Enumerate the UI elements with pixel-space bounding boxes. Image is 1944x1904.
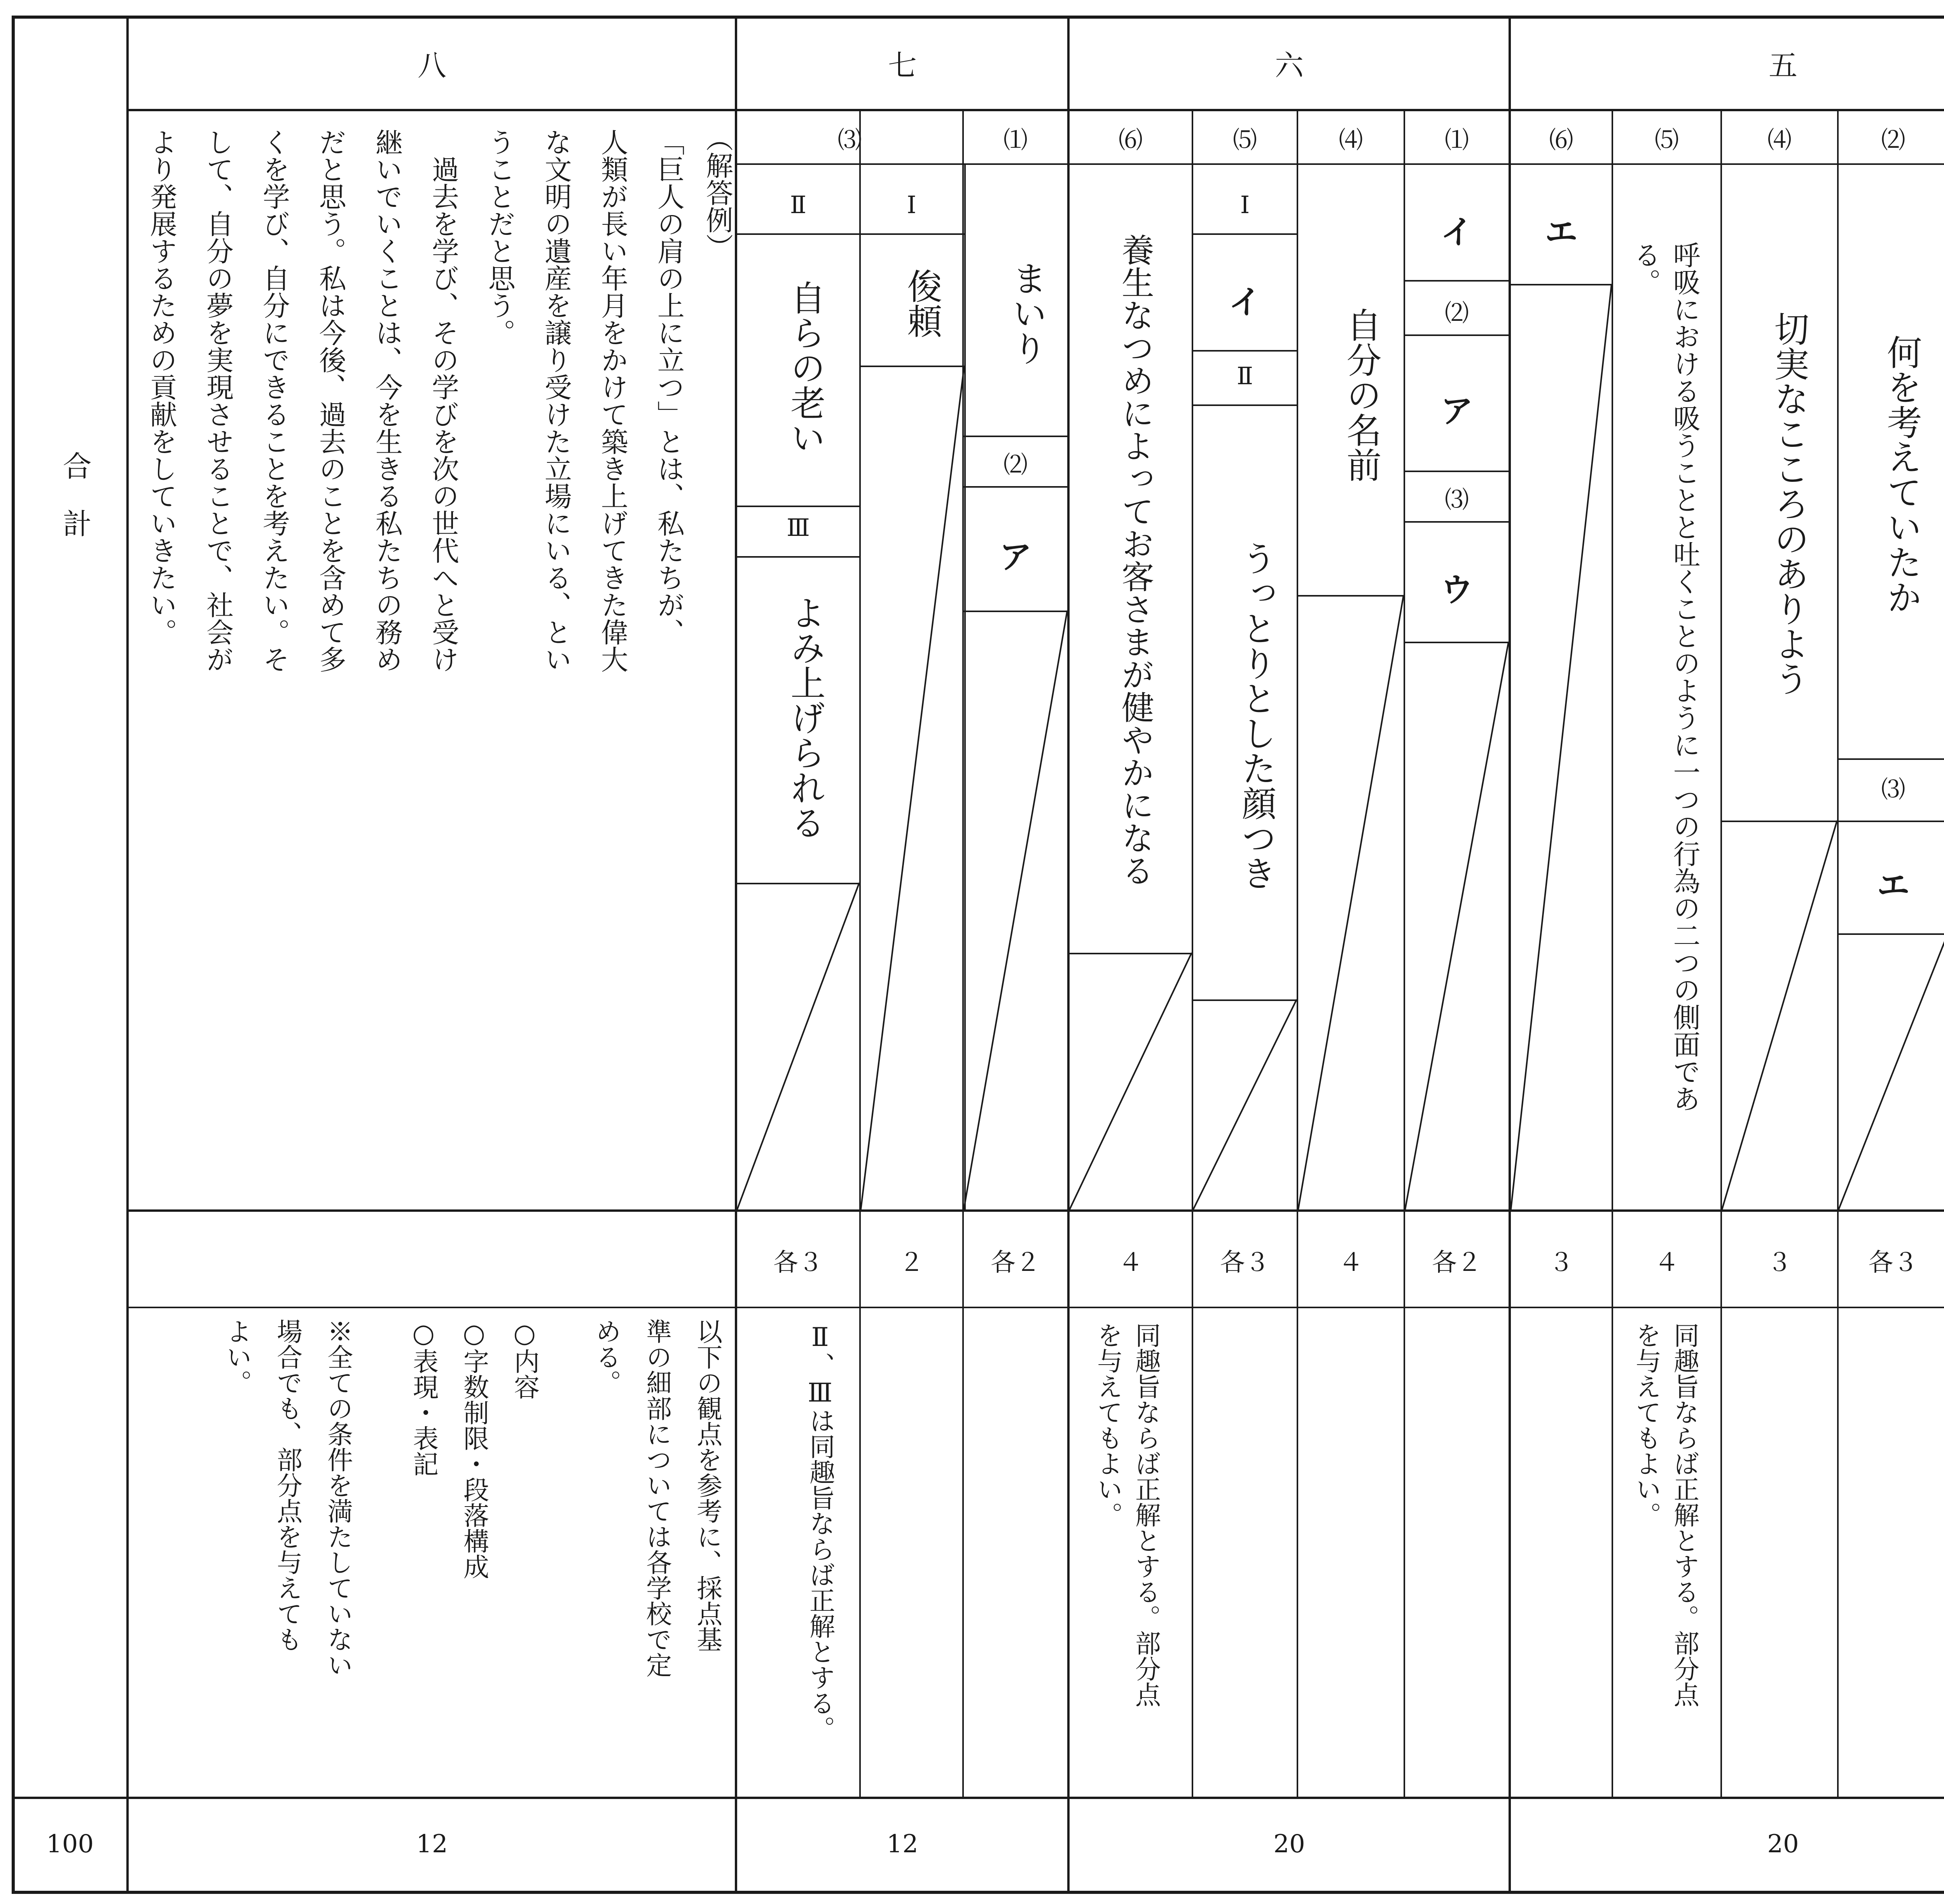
s8-essay-8: くを学び、自分にできることを考えたい。そ xyxy=(258,128,290,673)
s8-note-3: める。 xyxy=(591,1318,621,1395)
s8-note-2: 準の細部については各学校で定 xyxy=(642,1318,672,1678)
section-7-total: 12 xyxy=(886,1830,918,1858)
s7-answer-I: 俊頼 xyxy=(901,268,942,338)
s7-c3-points-II: 各３ xyxy=(773,1248,823,1277)
grand-total-label: 合 計 xyxy=(58,451,92,537)
hline xyxy=(1193,233,1297,235)
s7-c1-points: 各２ xyxy=(991,1248,1040,1277)
s5-c5-points: ４ xyxy=(1654,1248,1679,1277)
hline xyxy=(1405,280,1509,282)
s8-note-6: ○表現・表記 xyxy=(408,1318,439,1477)
s6-c1-diagonal xyxy=(1405,642,1509,1209)
grand-total-value: 100 xyxy=(46,1830,94,1858)
s6-sub-5: ⑸ xyxy=(1232,126,1257,154)
s8-essay-2: 人類が長い年月をかけて築き上げてきた偉大 xyxy=(596,128,629,673)
hline xyxy=(861,233,964,235)
section-8-header: 八 xyxy=(418,49,446,82)
s7-c3-I-diagonal xyxy=(861,366,964,1209)
s5-answer-5: 呼吸における吸うことと吐くことのように一つの行為の二つの側面である。 xyxy=(1629,241,1701,1112)
hline xyxy=(1193,350,1297,352)
s7-sub-2: ⑵ xyxy=(1003,450,1028,479)
s5-sub-5: ⑸ xyxy=(1654,126,1679,154)
s5-c6-diagonal xyxy=(1511,284,1612,1209)
s5-sub-3: ⑶ xyxy=(1881,775,1906,803)
s7-answer-2: ア xyxy=(999,538,1032,576)
s8-essay-6: 継いでいくことは、今を生きる私たちの務め xyxy=(371,128,403,673)
s7-answer-1: まいり xyxy=(1006,261,1047,366)
row-line-points xyxy=(128,1307,1944,1308)
hline xyxy=(1839,163,1944,165)
hline xyxy=(1613,163,1720,165)
hline xyxy=(1722,163,1837,165)
row-line-answer xyxy=(128,1209,1944,1212)
section-5-total: 20 xyxy=(1767,1830,1799,1858)
s6-answer-2: ア xyxy=(1440,392,1473,430)
hline xyxy=(1405,163,1509,165)
hline xyxy=(1839,821,1944,822)
s6-answer-3: ウ xyxy=(1440,571,1473,609)
s6-answer-1: イ xyxy=(1440,213,1473,251)
s8-essay-10: より発展するための貢献をしていきたい。 xyxy=(145,128,178,646)
s7-c1-diagonal xyxy=(964,611,1067,1209)
s5-answer-6: エ xyxy=(1545,213,1578,251)
s7-item-I: Ⅰ xyxy=(907,191,916,219)
s5-sub-4: ⑷ xyxy=(1767,126,1792,154)
hline xyxy=(737,506,859,507)
s6-answer-I: イ xyxy=(1228,283,1261,321)
s6-sub-1: ⑴ xyxy=(1444,126,1469,154)
hline xyxy=(964,436,1067,437)
s8-essay-5: 過去を学び、その学びを次の世代へと受け xyxy=(427,128,460,673)
s5-answer-4: 切実なこころのありよう xyxy=(1768,311,1809,696)
s5-c4-points: ３ xyxy=(1767,1248,1792,1277)
section-8-total: 12 xyxy=(416,1830,448,1858)
sub-line xyxy=(1612,109,1613,1797)
s6-c4-diagonal xyxy=(1298,595,1404,1209)
s6-answer-6: 養生なつめによってお客さまが健やかになる xyxy=(1116,233,1155,887)
hline xyxy=(1405,471,1509,472)
s5-sub-2: ⑵ xyxy=(1881,126,1906,154)
s7-answer-II: 自らの老い xyxy=(784,280,825,455)
row-line-notes xyxy=(12,1797,1944,1799)
hline xyxy=(737,556,859,558)
row-line-header xyxy=(128,109,1944,111)
s6-c6-diagonal xyxy=(1070,953,1192,1209)
hline-7-3 xyxy=(735,163,964,165)
hline xyxy=(964,163,1067,165)
s5-c4-diagonal xyxy=(1722,821,1837,1209)
s5-c2-points: 各３ xyxy=(1868,1248,1918,1277)
hline xyxy=(1193,163,1297,165)
s5-answer-3: エ xyxy=(1877,866,1910,905)
s6-sub-3: ⑶ xyxy=(1444,485,1469,514)
col-line-total xyxy=(126,16,129,1894)
s8-essay-1: 「巨人の肩の上に立つ」とは、私たちが、 xyxy=(653,128,685,646)
section-6-header: 六 xyxy=(1275,49,1304,82)
s7-note: Ⅱ、Ⅲは同趣旨ならば正解とする。 xyxy=(805,1322,835,1741)
s5-note: 同趣旨ならば正解とする。部分点を与えてもよい。 xyxy=(1631,1322,1699,1707)
hline xyxy=(1511,163,1612,165)
s8-essay-9: して、自分の夢を実現させることで、社会が xyxy=(202,128,234,673)
section-5-header: 五 xyxy=(1769,49,1797,82)
s6-item-I: Ⅰ xyxy=(1240,191,1250,219)
s6-sub-2: ⑵ xyxy=(1444,299,1469,327)
s5-c6-points: ３ xyxy=(1549,1248,1574,1277)
s6-c5-points: 各３ xyxy=(1220,1248,1270,1277)
s7-c3-II-diagonal xyxy=(737,883,859,1209)
s8-example-label: （解答例） xyxy=(701,124,734,261)
s8-note-1: 以下の観点を参考に、採点基 xyxy=(692,1318,722,1652)
s6-answer-4: 自分の名前 xyxy=(1340,307,1381,482)
s7-item-II: Ⅱ xyxy=(790,191,807,219)
s6-item-II: Ⅱ xyxy=(1236,362,1253,390)
s6-sub-6: ⑹ xyxy=(1118,126,1143,154)
hline xyxy=(737,233,859,235)
s8-note-7: ※全ての条件を満たしていない xyxy=(323,1318,353,1678)
s8-essay-4: うことだと思う。 xyxy=(484,128,516,346)
hline xyxy=(964,486,1067,488)
hline xyxy=(1070,163,1192,165)
hline xyxy=(1405,521,1509,523)
s6-c4-points: ４ xyxy=(1338,1248,1364,1277)
s7-sub-1: ⑴ xyxy=(1003,126,1028,154)
hline xyxy=(1298,163,1404,165)
s7-sub-3: ⑶ xyxy=(837,126,862,154)
s7-item-III: Ⅲ xyxy=(787,513,810,542)
s8-note-9: よい。 xyxy=(222,1318,252,1395)
s7-c3-points-I: ２ xyxy=(899,1248,924,1277)
s6-sub-4: ⑷ xyxy=(1339,126,1363,154)
section-6-total: 20 xyxy=(1273,1830,1305,1858)
s5-c2-diagonal xyxy=(1839,933,1944,1209)
s6-c1-points: 各２ xyxy=(1432,1248,1482,1277)
s6-c5-diagonal xyxy=(1193,999,1297,1209)
hline xyxy=(1839,758,1944,760)
s6-c6-points: ４ xyxy=(1118,1248,1143,1277)
section-7-header: 七 xyxy=(888,49,917,82)
s8-note-5: ○字数制限・段落構成 xyxy=(459,1318,489,1579)
hline xyxy=(1405,334,1509,336)
s6-note: 同趣旨ならば正解とする。部分点を与えてもよい。 xyxy=(1093,1322,1161,1707)
s7-answer-III: よみ上げられる xyxy=(784,595,825,840)
s5-answer-2: 何を考えていたか xyxy=(1881,334,1922,614)
s5-sub-6: ⑹ xyxy=(1549,126,1573,154)
s8-note-4: ○内容 xyxy=(509,1318,540,1400)
s8-essay-7: だと思う。私は今後、過去のことを含めて多 xyxy=(315,128,347,673)
s6-answer-II: うっとりとした顔つき xyxy=(1235,541,1276,891)
s8-essay-3: な文明の遺産を譲り受けた立場にいる、とい xyxy=(540,128,572,673)
s8-note-8: 場合でも、部分点を与えても xyxy=(272,1318,302,1652)
hline xyxy=(1193,404,1297,406)
